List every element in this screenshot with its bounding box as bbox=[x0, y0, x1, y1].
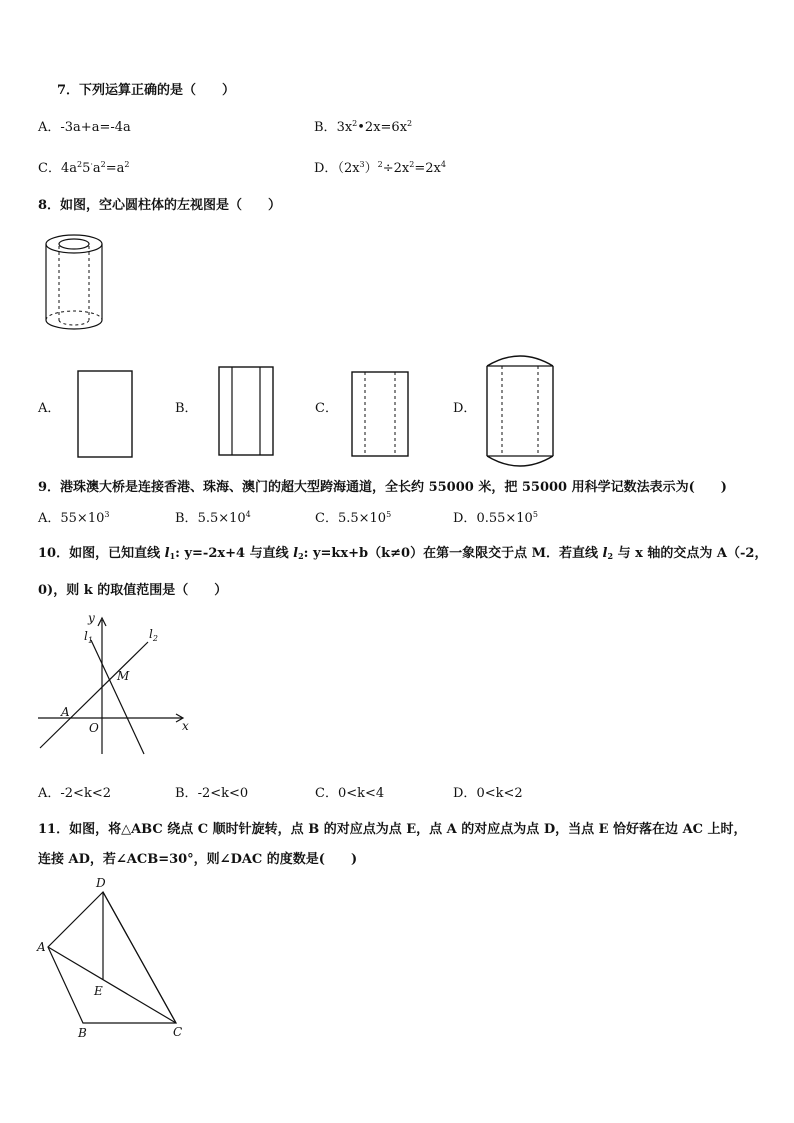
line-l1-label bbox=[84, 629, 93, 645]
stem-text: 10．如图，已知直线 bbox=[38, 546, 165, 561]
option-label: D． bbox=[314, 161, 338, 176]
option-label: A． bbox=[38, 511, 61, 526]
option-text: a bbox=[92, 161, 101, 176]
option-text: 0.55×10 bbox=[476, 511, 533, 526]
option-label: D． bbox=[453, 786, 477, 801]
q7-stem: 7．下列运算正确的是（ ） bbox=[57, 83, 236, 98]
q10-option-b[interactable] bbox=[175, 785, 248, 803]
option-text: ） bbox=[364, 161, 378, 176]
option-text: 4a bbox=[60, 161, 77, 176]
option-text: （2x bbox=[337, 161, 360, 176]
point-m-label: M bbox=[117, 669, 130, 683]
point-a-label: A bbox=[61, 705, 70, 719]
point-a-label: A bbox=[37, 940, 46, 954]
exponent: 2 bbox=[124, 160, 130, 169]
exponent: 4 bbox=[440, 160, 446, 169]
hollow-cylinder-figure bbox=[40, 230, 120, 335]
option-text: -2<k<0 bbox=[197, 786, 249, 801]
q8-option-a-figure[interactable] bbox=[77, 370, 133, 458]
option-text: -3a+a=-4a bbox=[60, 120, 131, 135]
option-text: 5.5×10 bbox=[197, 511, 246, 526]
line-symbol: l bbox=[149, 627, 153, 641]
point-c-label: C bbox=[173, 1025, 183, 1039]
exponent: 4 bbox=[245, 510, 251, 519]
q9-option-c[interactable] bbox=[315, 510, 391, 528]
q9-option-b[interactable] bbox=[175, 510, 251, 528]
option-label: B． bbox=[175, 511, 198, 526]
q10-stem-line2: 0)，则 k 的取值范围是（ ） bbox=[38, 583, 228, 598]
exponent: 2 bbox=[409, 160, 415, 169]
stem-text: : y=kx+b（k≠0）在第一象限交于点 M．若直线 bbox=[303, 546, 603, 561]
exponent: 5 bbox=[532, 510, 538, 519]
q7-option-c[interactable] bbox=[38, 160, 130, 178]
q8-option-c-figure[interactable] bbox=[351, 371, 409, 457]
q10-option-c[interactable] bbox=[315, 785, 384, 803]
point-e-label: E bbox=[94, 984, 103, 998]
exponent: 2 bbox=[377, 160, 383, 169]
exponent: 5 bbox=[386, 510, 392, 519]
option-text: -2<k<2 bbox=[60, 786, 111, 801]
exponent: 2 bbox=[407, 119, 413, 128]
stem-text: 与 x 轴的交点为 A（-2， bbox=[613, 546, 768, 561]
option-text: 0<k<2 bbox=[476, 786, 523, 801]
exponent: 2 bbox=[100, 160, 106, 169]
line-symbol: l bbox=[293, 546, 299, 561]
y-axis-label: y bbox=[88, 611, 95, 625]
option-label: D． bbox=[453, 511, 477, 526]
subscript: 2 bbox=[298, 551, 304, 561]
exponent: 3 bbox=[104, 510, 110, 519]
option-label: C． bbox=[315, 511, 338, 526]
option-label: C． bbox=[315, 786, 338, 801]
q8-stem: 8．如图，空心圆柱体的左视图是（ ） bbox=[38, 198, 282, 213]
subscript: 1 bbox=[169, 551, 176, 561]
option-text: 55×10 bbox=[60, 511, 105, 526]
point-d-label: D bbox=[96, 876, 106, 890]
x-axis-label: x bbox=[182, 719, 189, 733]
q11-triangle-figure bbox=[36, 875, 196, 1045]
subscript: 2 bbox=[152, 634, 158, 643]
subscript: 2 bbox=[607, 551, 614, 561]
option-text: =a bbox=[105, 161, 125, 176]
option-text: •2x=6x bbox=[357, 120, 408, 135]
q10-option-a[interactable] bbox=[38, 785, 111, 803]
option-text: 0<k<4 bbox=[337, 786, 385, 801]
q10-stem-line1 bbox=[38, 545, 767, 563]
exponent: 2 bbox=[76, 160, 83, 169]
option-label: B． bbox=[175, 786, 198, 801]
line-symbol: l bbox=[164, 546, 170, 561]
option-text: 5.5×10 bbox=[337, 511, 387, 526]
q8-option-b-label[interactable]: B． bbox=[175, 401, 198, 416]
option-label: B． bbox=[314, 120, 337, 135]
option-text: 5 bbox=[82, 161, 91, 176]
q11-stem-line1: 11．如图，将△ABC 绕点 C 顺时针旋转，点 B 的对应点为点 E，点 A 的对应点为点 D，当点 E 恰好落在边 AC 上时， bbox=[38, 822, 747, 837]
point-b-label: B bbox=[78, 1026, 87, 1040]
q11-stem-line2: 连接 AD，若∠ACB=30°，则∠DAC 的度数是( ) bbox=[38, 852, 358, 867]
option-text: =2x bbox=[414, 161, 441, 176]
line-symbol: l bbox=[84, 629, 88, 643]
q9-option-a[interactable] bbox=[38, 510, 109, 528]
option-label: A． bbox=[38, 120, 61, 135]
line-symbol: l bbox=[602, 546, 608, 561]
q10-option-d[interactable] bbox=[453, 785, 523, 803]
q8-option-b-figure[interactable] bbox=[218, 366, 274, 456]
q7-option-d[interactable] bbox=[314, 160, 446, 178]
exponent: 2 bbox=[352, 119, 358, 128]
q8-option-c-label[interactable]: C． bbox=[315, 401, 338, 416]
q9-stem: 9．港珠澳大桥是连接香港、珠海、澳门的超大型跨海通道，全长约 55000 米，把 55000 用科学记数法表示为( ) bbox=[38, 480, 727, 495]
q10-coordinate-figure bbox=[36, 612, 196, 757]
q9-option-d[interactable] bbox=[453, 510, 538, 528]
q7-option-b[interactable] bbox=[314, 119, 412, 137]
line-l2-label bbox=[149, 627, 158, 643]
option-text: 3x bbox=[336, 120, 353, 135]
option-label: C． bbox=[38, 161, 61, 176]
stem-text: : y=-2x+4 与直线 bbox=[175, 546, 294, 561]
q8-option-d-figure[interactable] bbox=[484, 352, 556, 470]
option-text: ÷2x bbox=[382, 161, 410, 176]
subscript: 1 bbox=[87, 636, 93, 645]
option-label: A． bbox=[38, 786, 61, 801]
q8-option-d-label[interactable]: D． bbox=[453, 401, 477, 416]
exponent: 3 bbox=[359, 160, 365, 169]
q8-option-a-label[interactable]: A． bbox=[38, 401, 61, 416]
q7-option-a[interactable] bbox=[38, 119, 131, 137]
dot-symbol: · bbox=[90, 160, 93, 169]
origin-label: O bbox=[89, 721, 99, 735]
